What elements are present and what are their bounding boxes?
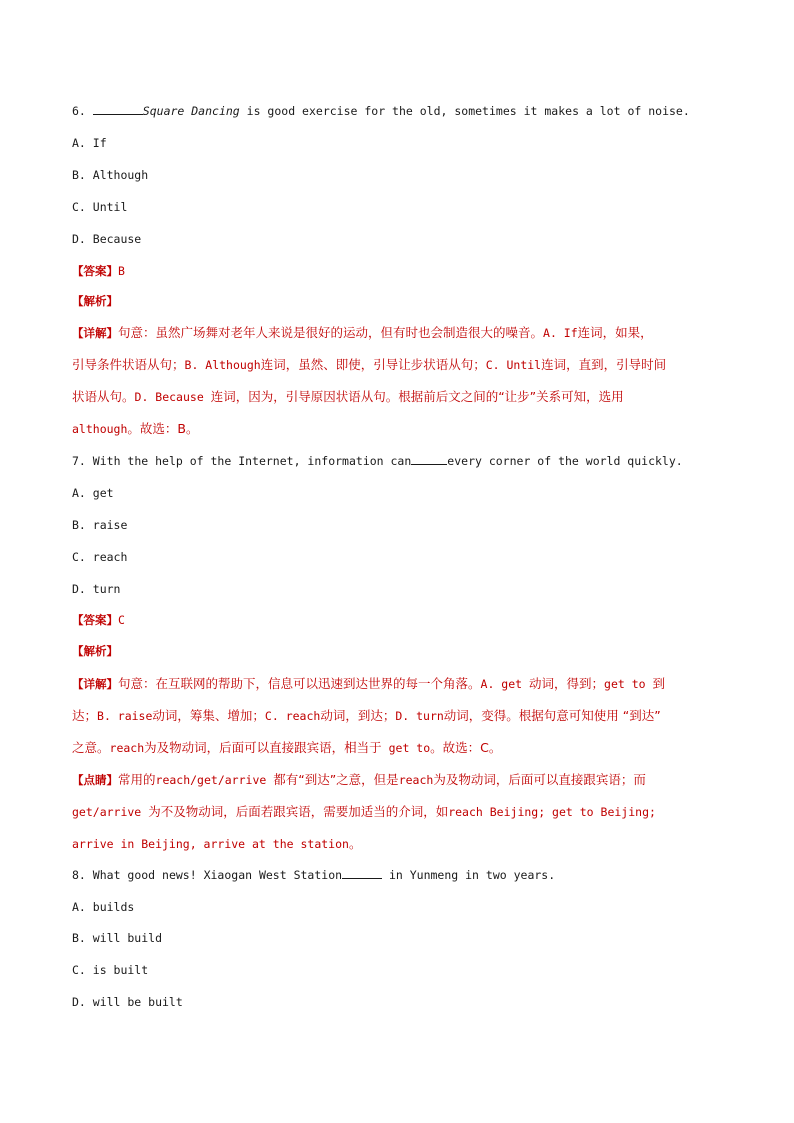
q8-option-b: B. will build [72,931,163,945]
q8-option-d: D. will be built [72,995,183,1009]
q8-option-a: A. builds [72,900,135,914]
q7-point-line-1: 【点睛】常用的reach/get/arrive 都有“到达”之意，但是reach为及物动词，后面可以直接跟宾语；而 [72,772,646,787]
q6-detail-line-1: 【详解】句意：虽然广场舞对老年人来说是很好的运动，但有时也会制造很大的噪音。A. If连词，如果， [72,325,653,340]
q6-blank [93,102,143,115]
q6-analysis-label: 【解析】 [72,294,118,308]
q6-answer-value: B [118,264,125,278]
q6-number: 6. [72,104,86,118]
q7-analysis-label: 【解析】 [72,644,118,658]
q6-stem [72,102,727,120]
q8-blank [342,866,382,879]
q7-detail-line-2: 达；B. raise动词，筹集、增加；C. reach动词，到达；D. turn动词，变得。根据句意可知使用 “到达” [72,708,661,723]
q6-detail-label: 【详解】 [72,326,118,340]
q7-answer [72,611,727,629]
q8-number: 8. [72,868,86,882]
q6-option-d: D. Because [72,232,142,246]
q6-detail-line-2: 引导条件状语从句；B. Although连词，虽然、即使，引导让步状语从句；C. Until连词，直到，引导时间 [72,357,667,372]
q6-stem-rest: is good exercise for the old, sometimes it makes a lot of noise. [239,104,690,118]
q7-detail-line-3: 之意。reach为及物动词，后面可以直接跟宾语，相当于 get to。故选：C。 [72,740,502,755]
q7-answer-label: 【答案】 [72,613,118,627]
q7-point-line-3: arrive in Beijing, arrive at the station。 [72,836,362,851]
q7-detail-label: 【详解】 [72,677,118,691]
q6-answer-label: 【答案】 [72,264,118,278]
q8-stem [72,866,727,884]
q7-point-label: 【点睛】 [72,773,118,787]
q6-answer [72,262,727,280]
q7-option-b: B. raise [72,518,128,532]
q6-option-a: A. If [72,136,107,150]
q6-option-c: C. Until [72,200,128,214]
q7-detail-line-1: 【详解】句意：在互联网的帮助下，信息可以迅速到达世界的每一个角落。A. get 动词，得到；get to 到 [72,676,666,691]
q7-option-a: A. get [72,486,114,500]
q7-option-d: D. turn [72,582,121,596]
q6-detail-line-4: although。故选：B。 [72,421,199,436]
q7-stem-b: every corner of the world quickly. [447,454,683,468]
q6-option-b: B. Although [72,168,149,182]
q7-blank [411,452,447,465]
q6-stem-italic: Square Dancing [142,104,240,118]
q6-detail-line-3: 状语从句。D. Because 连词，因为，引导原因状语从句。根据前后文之间的“让步”关系可知，选用 [72,389,624,404]
q8-stem-a: What good news! Xiaogan West Station [92,868,343,882]
q8-stem-b: in Yunmeng in two years. [382,868,556,882]
q7-point-line-2: get/arrive 为不及物动词，后面若跟宾语，需要加适当的介词，如reach Beijing; get to Beijing; [72,804,656,819]
q7-option-c: C. reach [72,550,128,564]
q7-number: 7. [72,454,86,468]
q8-option-c: C. is built [72,963,149,977]
q7-stem-a: With the help of the Internet, information can [92,454,412,468]
q7-stem [72,452,727,470]
q7-answer-value: C [118,613,125,627]
